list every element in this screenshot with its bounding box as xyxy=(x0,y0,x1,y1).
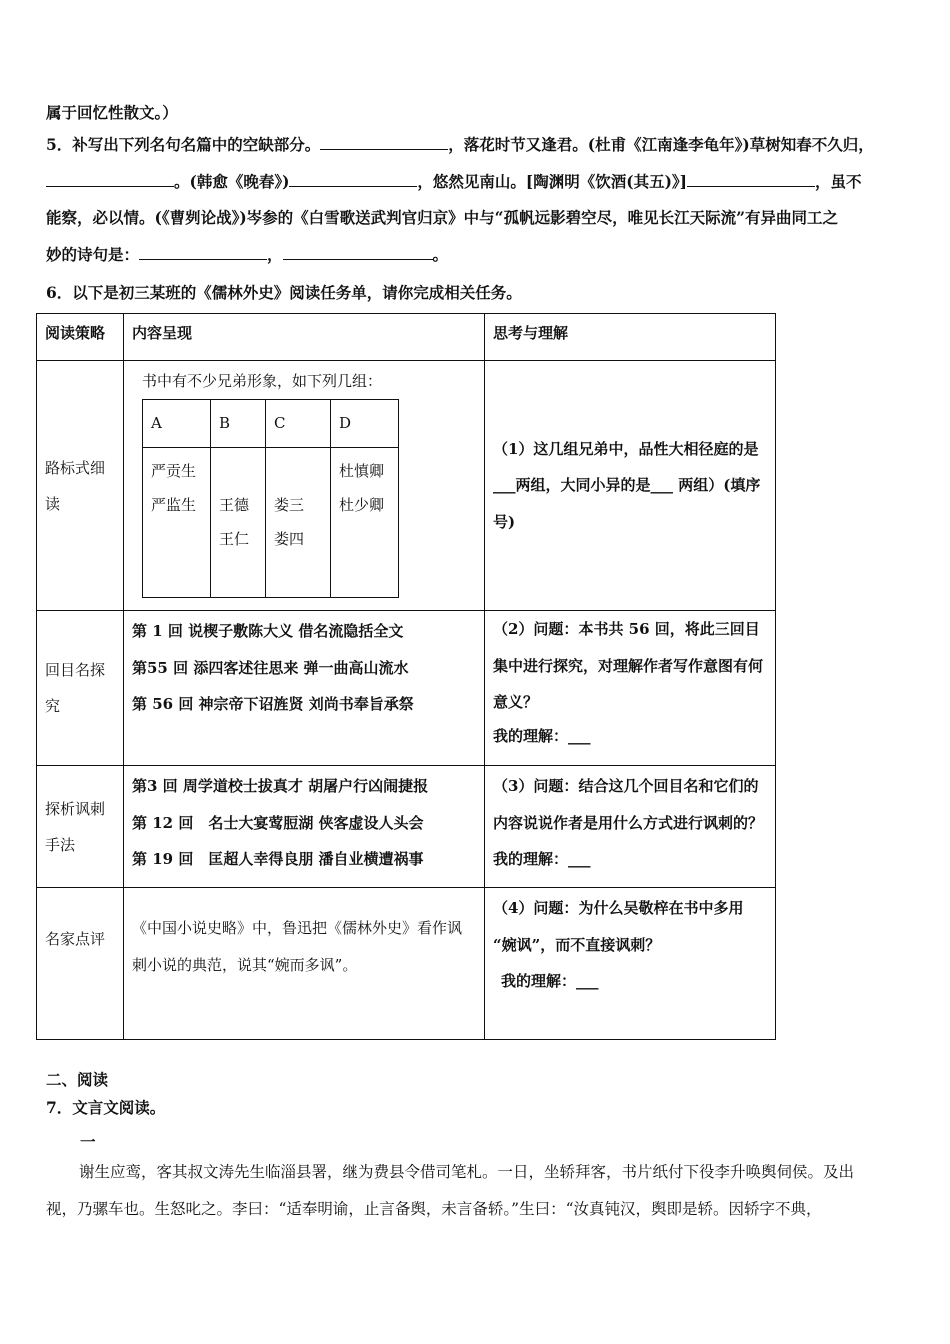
brothers-intro: 书中有不少兄弟形象，如下列几组： xyxy=(142,372,383,390)
strategy-3: 探析讽刺手法 xyxy=(37,766,124,888)
brothers-table xyxy=(142,399,399,598)
group-label-a: A xyxy=(143,400,211,448)
passage-number: 一 xyxy=(80,1132,96,1151)
header-content: 内容呈现 xyxy=(124,314,485,361)
chapter-title: 第 56 回 神宗帝下诏旌贤 刘尚书奉旨承祭 xyxy=(132,695,414,713)
question-6-1: （1）这几组兄弟中，品性大相径庭的是___两组，大同小异的是___ 两组）(填序号) xyxy=(485,361,776,611)
content-1 xyxy=(124,361,485,611)
question-6-4: （4）问题：为什么吴敬梓在书中多用 “婉讽”，而不直接讽刺？ 我的理解：___ xyxy=(485,888,776,1040)
strategy-4: 名家点评 xyxy=(37,888,124,1040)
question-6-3: （3）问题：结合这几个回目名和它们的内容说说作者是用什么方式进行讽刺的？我的理解：___ xyxy=(485,766,776,888)
intro-line: 属于回忆性散文。） xyxy=(46,103,178,122)
group-names-b: 王德 王仁 xyxy=(211,447,266,597)
group-names-d: 杜慎卿 杜少卿 xyxy=(331,447,399,597)
question-6-prompt: 6．以下是初三某班的《儒林外史》阅读任务单，请你完成相关任务。 xyxy=(46,283,522,302)
group-label-c: C xyxy=(266,400,331,448)
strategy-2: 回目名探究 xyxy=(37,611,124,766)
group-names-a: 严贡生 严监生 xyxy=(143,447,211,597)
answer-blank[interactable] xyxy=(289,168,417,187)
header-strategy: 阅读策略 xyxy=(37,314,124,361)
group-names-c: 娄三 娄四 xyxy=(266,447,331,597)
section-2-title: 二、阅读 xyxy=(46,1070,109,1089)
reading-task-table xyxy=(36,313,776,1040)
chapter-title: 第3 回 周学道校士拔真才 胡屠户行凶闹捷报 xyxy=(132,777,429,795)
question-7: 7．文言文阅读。 xyxy=(46,1098,166,1117)
classical-passage: 谢生应鸾，客其叔文涛先生临淄县署，继为费县令借司笔札。一日，坐轿拜客，书片纸付下役李升唤舆伺侯。及出 视，乃骡车也。生怒叱之。李曰：“适奉明谕，止言备舆，未言备轿。”生曰：“汝真钝汉，舆即是轿。因轿字不典， xyxy=(46,1163,855,1218)
question-5: 5．补写出下列名句名篇中的空缺部分。 ，落花时节又逢君。(杜甫《江南逢李龟年》)草树知春不久归， 。(韩愈《晚春》) ，悠然见南山。[陶渊明《饮酒(其五)》] ，虽不 能察，必以情。(《曹刿论战》)岑参的《白雪歌送武判官归京》中与“孤帆远影碧空尽，唯见长江天际流”有异曲同工之 妙的诗句是： ， 。 xyxy=(46,127,914,273)
answer-line: 我的理解：___ xyxy=(501,972,599,990)
group-label-b: B xyxy=(211,400,266,448)
answer-blank[interactable] xyxy=(687,168,815,187)
strategy-1: 路标式细读 xyxy=(37,361,124,611)
question-6-2: （2）问题：本书共 56 回，将此三回目集中进行探究，对理解作者写作意图有何意义？ 我的理解：___ xyxy=(485,611,776,766)
header-thinking: 思考与理解 xyxy=(485,314,776,361)
chapter-title: 第 1 回 说楔子敷陈大义 借名流隐括全文 xyxy=(132,622,404,640)
answer-line: 我的理解：___ xyxy=(493,726,591,745)
content-2 xyxy=(124,611,485,766)
chapter-title: 第55 回 添四客述往思来 弹一曲高山流水 xyxy=(132,658,409,677)
chapter-title: 第 12 回 名士大宴莺脰湖 侠客虚设人头会 xyxy=(132,813,424,832)
q5-line3: 能察，必以情。(《曹刿论战》)岑参的《白雪歌送武判官归京》中与“孤帆远影碧空尽，唯见长江天际流”有异曲同工之 xyxy=(46,208,839,227)
chapter-title: 第 19 回 匡超人幸得良朋 潘自业横遭祸事 xyxy=(132,850,424,868)
content-4: 《中国小说史略》中，鲁迅把《儒林外史》看作讽刺小说的典范，说其“婉而多讽”。 xyxy=(124,888,485,1040)
group-label-d: D xyxy=(331,400,399,448)
answer-blank[interactable] xyxy=(283,241,433,260)
answer-blank[interactable] xyxy=(320,131,448,150)
answer-blank[interactable] xyxy=(46,168,174,187)
content-3 xyxy=(124,766,485,888)
answer-blank[interactable] xyxy=(139,241,267,260)
